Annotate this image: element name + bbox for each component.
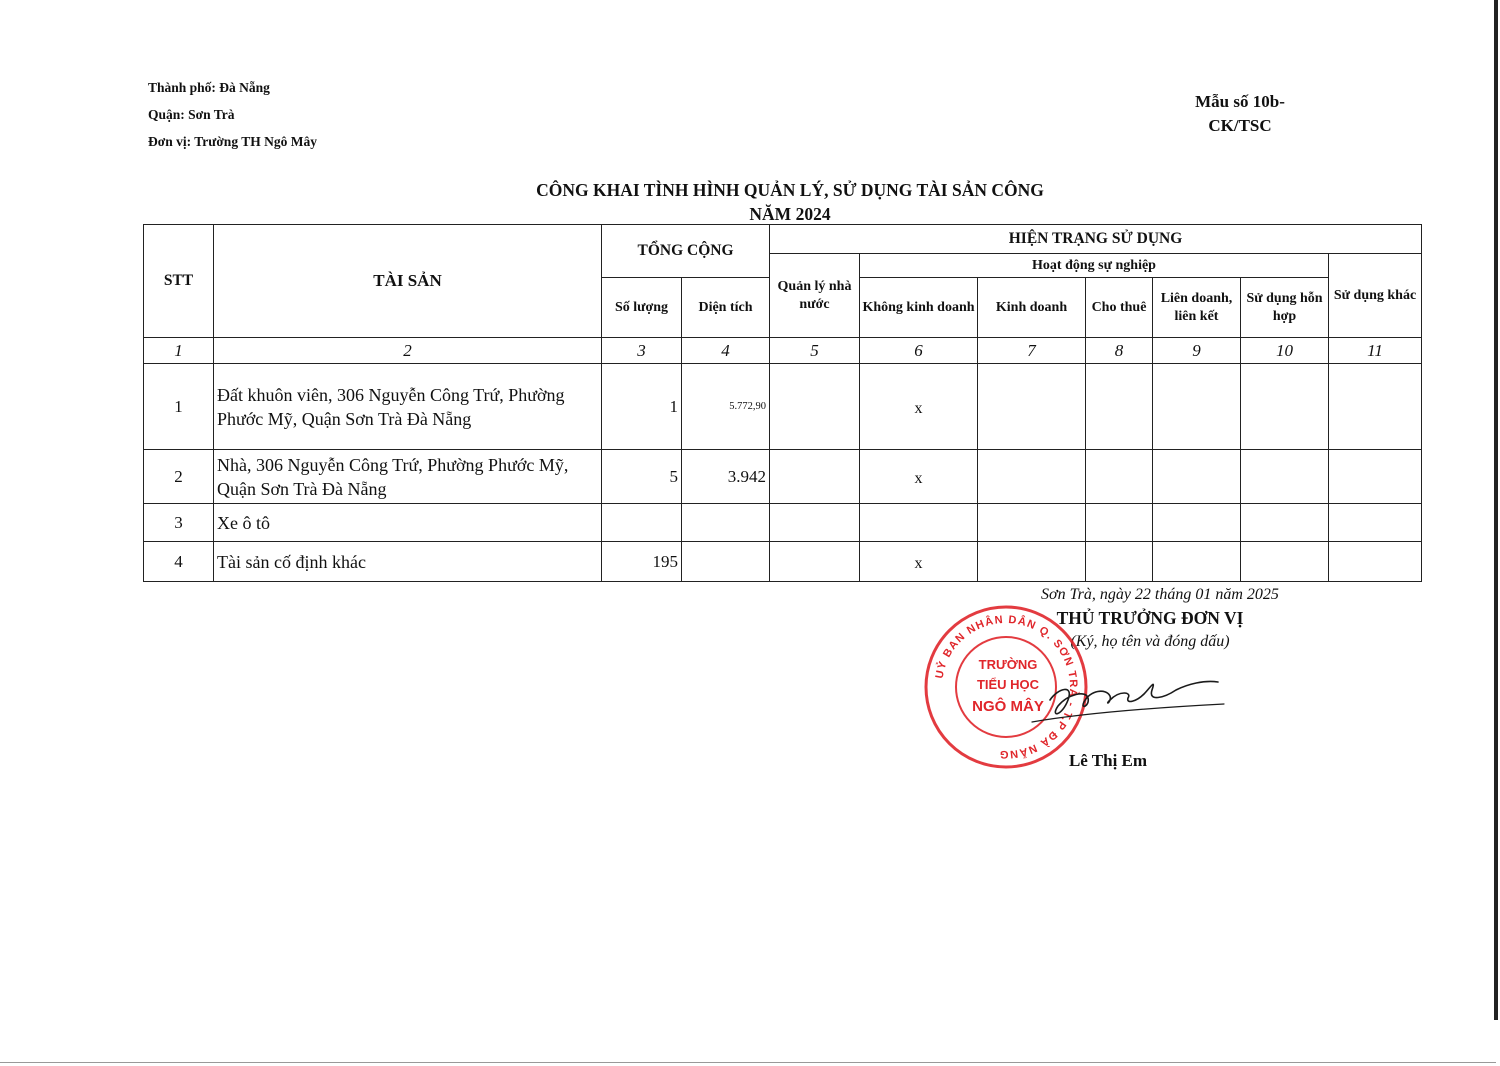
cell-area: 3.942 bbox=[682, 450, 770, 504]
cell-state-mgmt bbox=[770, 504, 860, 542]
unit-label: Đơn vị: Trường TH Ngô Mây bbox=[148, 134, 317, 149]
column-number: 1 bbox=[144, 338, 214, 364]
form-number-line-1: Mẫu số 10b- bbox=[1195, 92, 1285, 111]
table-row bbox=[144, 542, 1422, 582]
cell-other-use bbox=[1329, 504, 1422, 542]
header-total: TỔNG CỘNG bbox=[602, 225, 770, 278]
issuer-header bbox=[148, 74, 317, 155]
form-number-line-2: CK/TSC bbox=[1208, 116, 1272, 135]
stamp-outer-text: UỶ BAN NHÂN DÂN Q. SƠN TRÀ - T.P ĐÀ NẴNG bbox=[933, 613, 1080, 761]
cell-mixed-use bbox=[1241, 364, 1329, 450]
cell-rent bbox=[1086, 450, 1153, 504]
header-mixed-use: Sử dụng hỗn hợp bbox=[1241, 278, 1329, 338]
cell-stt: 4 bbox=[144, 542, 214, 582]
cell-asset: Nhà, 306 Nguyễn Công Trứ, Phường Phước Mỹ, Quận Sơn Trà Đà Nẵng bbox=[214, 450, 602, 504]
handwritten-signature bbox=[1028, 660, 1228, 740]
cell-area bbox=[682, 504, 770, 542]
cell-non-business: x bbox=[860, 542, 978, 582]
cell-joint-venture bbox=[1153, 450, 1241, 504]
cell-other-use bbox=[1329, 450, 1422, 504]
cell-business bbox=[978, 542, 1086, 582]
cell-state-mgmt bbox=[770, 542, 860, 582]
cell-business bbox=[978, 364, 1086, 450]
cell-non-business: x bbox=[860, 450, 978, 504]
signer-title: THỦ TRƯỞNG ĐƠN VỊ bbox=[1056, 608, 1244, 628]
column-number: 5 bbox=[770, 338, 860, 364]
cell-quantity: 195 bbox=[602, 542, 682, 582]
cell-state-mgmt bbox=[770, 364, 860, 450]
page-bottom-rule bbox=[0, 1062, 1496, 1063]
header-other-use: Sử dụng khác bbox=[1329, 254, 1422, 338]
scan-edge-line bbox=[1494, 0, 1498, 1020]
header-non-business: Không kinh doanh bbox=[860, 278, 978, 338]
asset-table bbox=[143, 224, 1422, 582]
column-number: 9 bbox=[1153, 338, 1241, 364]
cell-rent bbox=[1086, 504, 1153, 542]
header-stt: STT bbox=[144, 225, 214, 338]
cell-asset: Đất khuôn viên, 306 Nguyễn Công Trứ, Phường Phước Mỹ, Quận Sơn Trà Đà Nẵng bbox=[214, 364, 602, 450]
district-label: Quận: Sơn Trà bbox=[148, 107, 235, 122]
header-joint-venture: Liên doanh, liên kết bbox=[1153, 278, 1241, 338]
column-number: 6 bbox=[860, 338, 978, 364]
header-usage-status: HIỆN TRẠNG SỬ DỤNG bbox=[770, 225, 1422, 254]
table-row bbox=[144, 504, 1422, 542]
cell-mixed-use bbox=[1241, 450, 1329, 504]
column-number: 7 bbox=[978, 338, 1086, 364]
table-row bbox=[144, 450, 1422, 504]
header-state-mgmt: Quản lý nhà nước bbox=[770, 254, 860, 338]
cell-other-use bbox=[1329, 364, 1422, 450]
cell-business bbox=[978, 450, 1086, 504]
signature-date: Sơn Trà, ngày 22 tháng 01 năm 2025 bbox=[1041, 586, 1279, 603]
header-rent: Cho thuê bbox=[1086, 278, 1153, 338]
cell-mixed-use bbox=[1241, 504, 1329, 542]
cell-quantity: 5 bbox=[602, 450, 682, 504]
cell-mixed-use bbox=[1241, 542, 1329, 582]
cell-asset: Tài sản cố định khác bbox=[214, 542, 602, 582]
stamp-center-line-2: TIỂU HỌC bbox=[976, 677, 1040, 692]
cell-joint-venture bbox=[1153, 542, 1241, 582]
column-number: 11 bbox=[1329, 338, 1422, 364]
title-line-1: CÔNG KHAI TÌNH HÌNH QUẢN LÝ, SỬ DỤNG TÀI SẢN CÔNG bbox=[536, 180, 1044, 200]
cell-area: 5.772,90 bbox=[682, 364, 770, 450]
header-area: Diện tích bbox=[682, 278, 770, 338]
cell-quantity: 1 bbox=[602, 364, 682, 450]
cell-other-use bbox=[1329, 542, 1422, 582]
cell-business bbox=[978, 504, 1086, 542]
header-business: Kinh doanh bbox=[978, 278, 1086, 338]
stamp-center-line-3: NGÔ MÂY bbox=[972, 698, 1044, 715]
cell-stt: 1 bbox=[144, 364, 214, 450]
document-title bbox=[430, 178, 1150, 226]
column-number: 4 bbox=[682, 338, 770, 364]
form-number bbox=[1175, 90, 1305, 138]
cell-stt: 2 bbox=[144, 450, 214, 504]
cell-asset: Xe ô tô bbox=[214, 504, 602, 542]
cell-quantity bbox=[602, 504, 682, 542]
cell-non-business bbox=[860, 504, 978, 542]
column-number: 2 bbox=[214, 338, 602, 364]
column-number: 8 bbox=[1086, 338, 1153, 364]
cell-joint-venture bbox=[1153, 504, 1241, 542]
header-asset: TÀI SẢN bbox=[214, 225, 602, 338]
column-number: 3 bbox=[602, 338, 682, 364]
cell-joint-venture bbox=[1153, 364, 1241, 450]
column-number: 10 bbox=[1241, 338, 1329, 364]
cell-rent bbox=[1086, 542, 1153, 582]
cell-state-mgmt bbox=[770, 450, 860, 504]
stamp-center-line-1: TRƯỜNG bbox=[978, 657, 1038, 672]
signer-name: Lê Thị Em bbox=[1068, 751, 1148, 770]
column-number-row bbox=[144, 338, 1422, 364]
cell-stt: 3 bbox=[144, 504, 214, 542]
city-label: Thành phố: Đà Nẵng bbox=[148, 80, 270, 95]
cell-rent bbox=[1086, 364, 1153, 450]
cell-area bbox=[682, 542, 770, 582]
signature-note: (Ký, họ tên và đóng dấu) bbox=[1070, 633, 1230, 650]
header-quantity: Số lượng bbox=[602, 278, 682, 338]
header-career-activity: Hoạt động sự nghiệp bbox=[860, 254, 1329, 278]
title-line-2: NĂM 2024 bbox=[749, 204, 831, 224]
table-row bbox=[144, 364, 1422, 450]
cell-non-business: x bbox=[860, 364, 978, 450]
